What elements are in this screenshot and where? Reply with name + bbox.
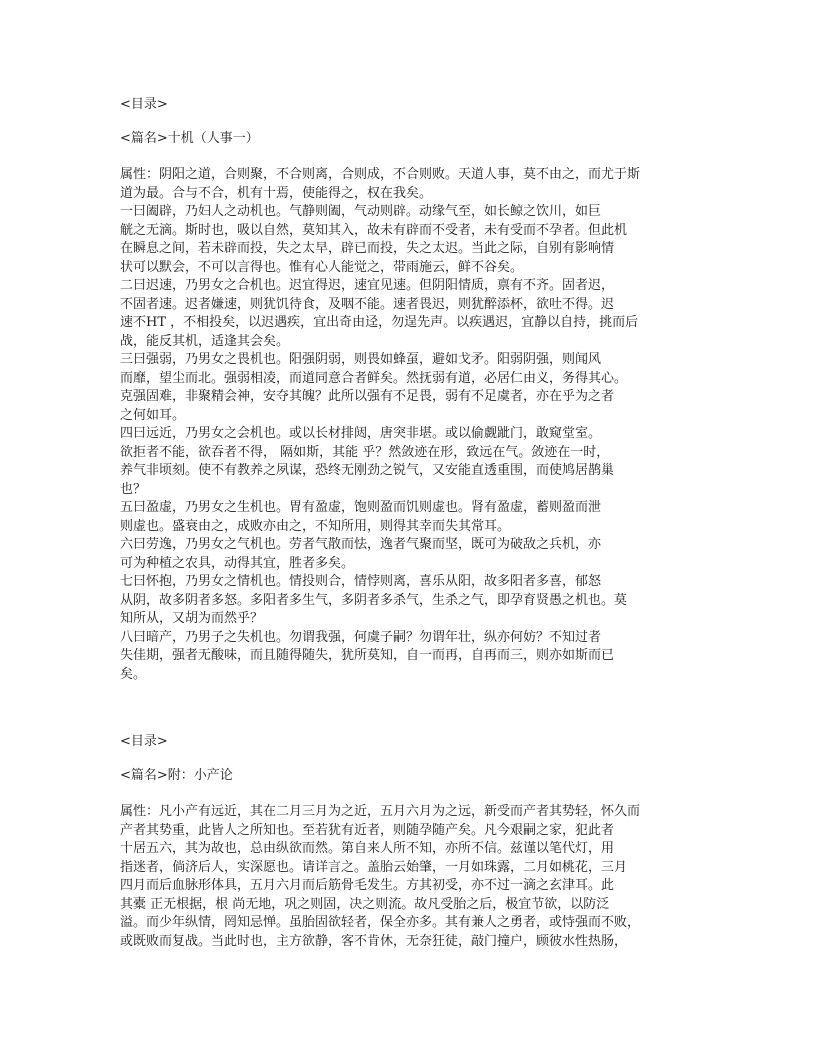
text-line: 属性：凡小产有远近，其在二月三月为之近，五月六月为之远，新受而产者其势轻，怀久而 bbox=[120, 804, 641, 819]
text-line: 也？ bbox=[120, 481, 147, 497]
text-line: 四曰远近，乃男女之会机也。或以长材排闼，唐突非堪。或以偷觑跐门，敢窥堂室。 bbox=[120, 426, 602, 441]
text-line: 克强固难，非聚精会神，安夺其魄？此所以强有不足畏，弱有不足虞者，亦在乎为之者 bbox=[120, 389, 615, 404]
text-line: 速不HT ，不相投矣，以迟遇疾，宜出奇由迳，勿逞先声。以疾遇迟，宜静以自持，挑而后 bbox=[120, 315, 639, 330]
text-line: 七曰怀抱，乃男女之情机也。情投则合，情悖则离，喜乐从阳，故多阳者多喜，郁怒 bbox=[120, 574, 602, 589]
text-line: 十居五六，其为故也，总由纵欲而然。第自来人所不知，亦所不信。兹谨以笔代灯，用 bbox=[120, 841, 615, 856]
text-line: 五曰盈虚，乃男女之生机也。胃有盈虚，饱则盈而饥则虚也。肾有盈虚，蓄则盈而泄 bbox=[120, 500, 602, 515]
chapter-body bbox=[120, 803, 700, 951]
text-line: 二曰迟速，乃男女之合机也。迟宜得迟，速宜见速。但阴阳情质，禀有不齐。固者迟， bbox=[120, 278, 615, 293]
text-line: 属性：阴阳之道，合则聚，不合则离，合则成，不合则败。天道人事，莫不由之，而尤于斯 bbox=[120, 167, 641, 182]
text-line: 可为种植之农具，动得其宜，胜者多矣。 bbox=[120, 555, 355, 571]
text-line: 在瞬息之间，若未辟而投，失之太早，辟已而投，失之太迟。当此之际，自别有影响情 bbox=[120, 241, 615, 256]
chapter-body bbox=[120, 166, 700, 684]
text-line: 产者其势重，此皆人之所知也。至若犹有近者，则随孕随产矣。凡今艰嗣之家，犯此者 bbox=[120, 822, 615, 838]
text-line: 不固者速。迟者嫌速，则犹饥待食，及咽不能。速者畏迟，则犹醉添杯，欲吐不得。迟 bbox=[120, 296, 615, 312]
text-line: 养气非顷刻。使不有教养之夙谋，恐终无刚劲之锐气，又安能直透重围，而使鸠居鹊巢 bbox=[120, 463, 615, 478]
text-line: 溢。而少年纵情，罔知忌惮。虽胎固欲轻者，保全亦多。其有兼人之勇者，或恃强而不败， bbox=[120, 915, 641, 930]
section-shi-ji bbox=[120, 96, 700, 684]
toc-link[interactable]: <目录> bbox=[120, 734, 168, 749]
text-line: 状可以默会，不可以言得也。惟有心人能觉之，带雨施云，鲜不谷矣。 bbox=[120, 259, 524, 275]
text-line: 觥之无滴。斯时也，吸以自然，莫知其入，故未有辟而不受者，未有受而不孕者。但此机 bbox=[120, 222, 628, 238]
toc-link[interactable]: <目录> bbox=[120, 97, 168, 112]
text-line: 其橐 正无根据，根 尚无地，巩之则固，决之则流。故凡受胎之后，极宜节欲，以防泛 bbox=[120, 896, 610, 912]
text-line: 三曰强弱，乃男女之畏机也。阳强阴弱，则畏如蜂虿，避如戈矛。阳弱阴强，则闻风 bbox=[120, 352, 602, 367]
text-line: 战，能反其机，适逢其会矣。 bbox=[120, 333, 290, 349]
text-line: 一曰阖辟，乃妇人之动机也。气静则阖，气动则辟。动缘气至，如长鲸之饮川，如巨 bbox=[120, 204, 602, 219]
text-line: 欲拒者不能，欲吞者不得， 隔如斯，其能 乎？然敛迹在形，致远在气。敛迹在一时， bbox=[120, 444, 610, 460]
text-line: 矣。 bbox=[120, 666, 147, 682]
text-line: 知所从，又胡为而然乎？ bbox=[120, 611, 264, 626]
text-line: 或既败而复战。当此时也，主方欲静，客不肯休，无奈狂徒，敲门撞户，顾彼水性热肠， bbox=[120, 933, 628, 949]
text-line: 六曰劳逸，乃男女之气机也。劳者气散而怯，逸者气聚而坚，既可为破敌之兵机，亦 bbox=[120, 537, 602, 552]
text-line: 从阴，故多阴者多怒。多阳者多生气，多阴者多杀气，生杀之气，即孕育贤愚之机也。莫 bbox=[120, 592, 628, 608]
text-line: 失佳期，强者无酸味，而且随得随失，犹所莫知，自一而再，自再而三，则亦如斯而已 bbox=[120, 648, 615, 663]
text-line: 四月而后血脉形体具，五月六月而后筋骨毛发生。方其初受，亦不过一滴之玄津耳。此 bbox=[120, 878, 615, 893]
text-line: 八曰暗产，乃男子之失机也。勿谓我强，何虞子嗣？勿谓年壮，纵亦何妨？不知过者 bbox=[120, 629, 602, 645]
section-xiao-chan-lun bbox=[120, 733, 700, 951]
text-line: 指迷者，倘济后人，实深愿也。请详言之。盖胎云始肇，一月如珠露，二月如桃花，三月 bbox=[120, 859, 628, 875]
text-line: 而靡，望尘而北。强弱相凌，而道同意合者鲜矣。然抚弱有道，必居仁由义，务得其心。 bbox=[120, 370, 628, 386]
text-line: 道为最。合与不合，机有十焉，使能得之，权在我矣。 bbox=[120, 185, 433, 201]
chapter-title: <篇名>附：小产论 bbox=[120, 768, 233, 783]
text-line: 之何如耳。 bbox=[120, 407, 186, 423]
text-line: 则虚也。盛衰由之，成败亦由之，不知所用，则得其幸而失其常耳。 bbox=[120, 518, 511, 534]
chapter-title: <篇名>十机（人事一） bbox=[120, 131, 259, 146]
